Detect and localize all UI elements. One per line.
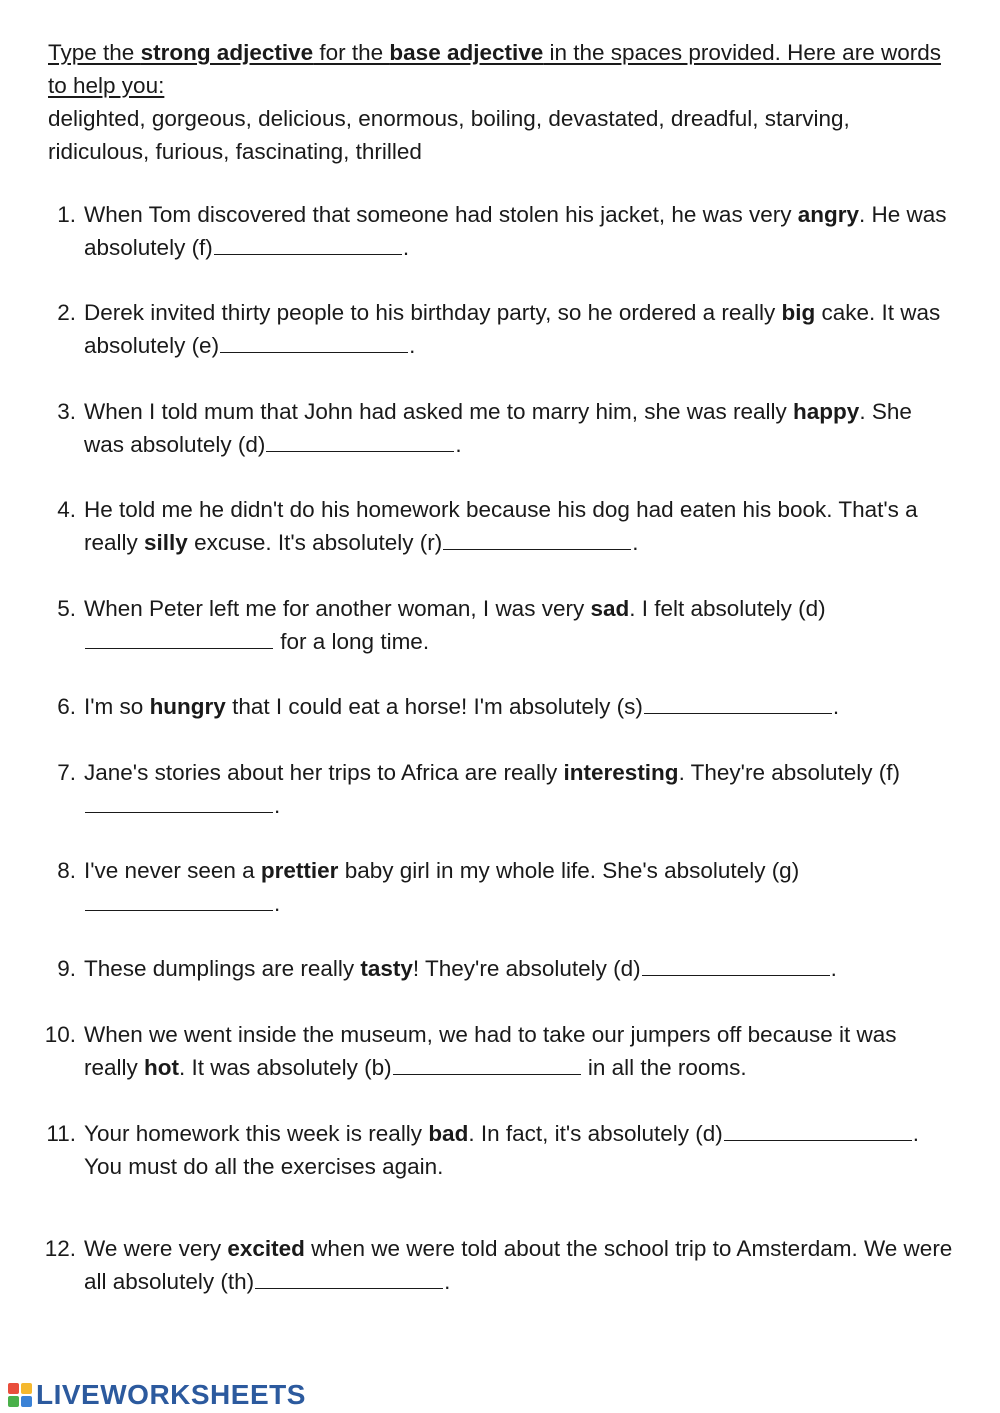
base-adjective: prettier bbox=[260, 858, 339, 883]
question-number: 7. bbox=[57, 760, 76, 785]
base-adjective: bad bbox=[428, 1121, 469, 1146]
answer-blank[interactable] bbox=[724, 1120, 912, 1141]
question-text: Jane's stories about her trips to Africa are really interesting. They're absolutely (f). bbox=[84, 760, 901, 818]
question-text: When Tom discovered that someone had stolen his jacket, he was very angry. He was absolutely (f) . bbox=[84, 202, 947, 260]
question-number: 12. bbox=[44, 1236, 76, 1261]
answer-blank[interactable] bbox=[85, 792, 273, 813]
question-text: Your homework this week is really bad. In fact, it's absolutely (d) . You must do all the exercises again. bbox=[84, 1121, 919, 1179]
base-adjective: angry bbox=[797, 202, 859, 227]
answer-blank[interactable] bbox=[255, 1268, 443, 1289]
answer-blank[interactable] bbox=[214, 234, 402, 255]
base-adjective: big bbox=[781, 300, 816, 325]
question-text: When we went inside the museum, we had to take our jumpers off because it was really hot. It was absolutely (b) in all the rooms. bbox=[84, 1022, 897, 1080]
liveworksheets-logo: LIVEWORKSHEETS bbox=[8, 1380, 306, 1410]
base-adjective: hungry bbox=[149, 694, 226, 719]
instruction-heading: Type the strong adjective for the base adjective in the spaces provided. Here are words to help you: bbox=[48, 40, 941, 98]
question-text: He told me he didn't do his homework because his dog had eaten his book. That's a really silly excuse. It's absolutely (r) . bbox=[84, 497, 918, 555]
question-number: 3. bbox=[57, 399, 76, 424]
base-adjective: excited bbox=[227, 1236, 305, 1261]
question-text: Derek invited thirty people to his birthday party, so he ordered a really big cake. It was absolutely (e) . bbox=[84, 300, 941, 358]
question-number: 4. bbox=[57, 497, 76, 522]
question-text: I'm so hungry that I could eat a horse! I'm absolutely (s) . bbox=[84, 694, 840, 719]
base-adjective: hot bbox=[144, 1055, 180, 1080]
question-number: 11. bbox=[46, 1121, 76, 1146]
base-adjective: interesting bbox=[563, 760, 679, 785]
question-number: 5. bbox=[57, 596, 76, 621]
base-adjective: silly bbox=[144, 530, 188, 555]
question-text: These dumplings are really tasty! They're absolutely (d) . bbox=[84, 956, 837, 981]
answer-blank[interactable] bbox=[393, 1054, 581, 1075]
question-text: When I told mum that John had asked me to marry him, she was really happy. She was absolutely (d) . bbox=[84, 399, 912, 457]
question-number: 9. bbox=[57, 956, 76, 981]
question-text: I've never seen a prettier baby girl in my whole life. She's absolutely (g). bbox=[84, 858, 800, 916]
instructions bbox=[48, 36, 948, 168]
base-adjective: sad bbox=[590, 596, 630, 621]
answer-blank[interactable] bbox=[642, 955, 830, 976]
question-text: We were very excited when we were told about the school trip to Amsterdam. We were all absolutely (th) . bbox=[84, 1236, 953, 1294]
answer-blank[interactable] bbox=[220, 332, 408, 353]
base-adjective: tasty bbox=[360, 956, 413, 981]
answer-blank[interactable] bbox=[85, 890, 273, 911]
base-adjective: happy bbox=[793, 399, 860, 424]
question-number: 10. bbox=[44, 1022, 76, 1047]
answer-blank[interactable] bbox=[85, 628, 273, 649]
question-number: 8. bbox=[57, 858, 76, 883]
question-text: When Peter left me for another woman, I was very sad. I felt absolutely (d) for a long time. bbox=[84, 596, 826, 654]
answer-blank[interactable] bbox=[644, 693, 832, 714]
answer-blank[interactable] bbox=[443, 529, 631, 550]
answer-blank[interactable] bbox=[266, 431, 454, 452]
logo-mark-icon bbox=[8, 1383, 32, 1407]
question-number: 2. bbox=[57, 300, 76, 325]
word-bank: delighted, gorgeous, delicious, enormous, boiling, devastated, dreadful, starving, ridiculous, furious, fascinating, thrilled bbox=[48, 106, 850, 164]
question-number: 6. bbox=[57, 694, 76, 719]
question-number: 1. bbox=[57, 202, 76, 227]
